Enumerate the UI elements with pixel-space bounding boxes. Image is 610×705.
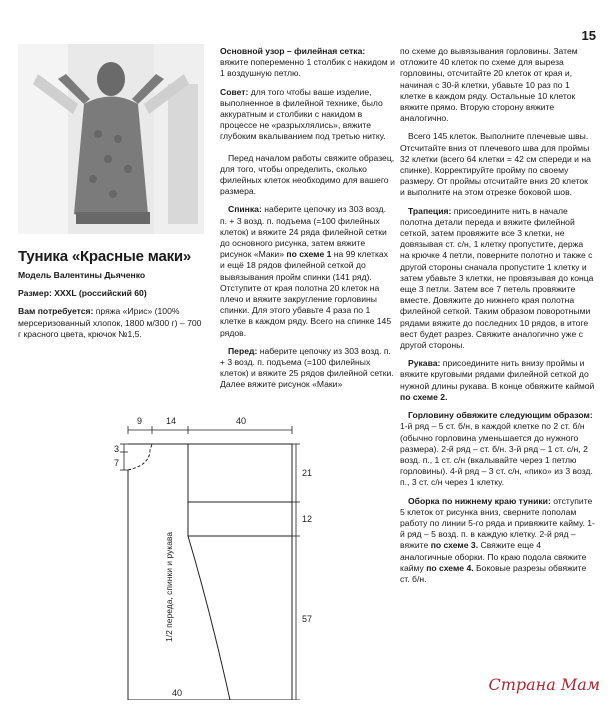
neckline-paragraph: по схеме до вывязывания горловины. Затем отложите 40 клеток по схеме для выреза горловины, отсчитайте 20 клеток от края и, начиная с 30-й клетки, убавьте 10 раз по 1 клетке в каждом ряду. Остальные 10 клеток вяжите прямо. Вторую сторону вяжите аналогично.: [400, 46, 578, 124]
model-photo: [18, 44, 204, 234]
top-dimension-line: [128, 426, 292, 434]
dim-bottom-40: 40: [172, 688, 183, 698]
pattern-diagram: [0, 410, 400, 700]
dim-left-3: 3: [114, 444, 120, 454]
neck-edging-paragraph: Горловину обвяжите следующим образом: 1-й ряд – 5 ст. б/н, в каждой клетке по 2 ст. б/н (обычно горловина уменьшается до нужного размера). 2-й ряд – ст. б/н. 3-й ряд – 1 ст. с/н, 2 возд. п., 1 ст. с/н (вкалывайте через 1 петлю горловины). 4-й ряд – 3 ст. с/н, «пико» из 3 возд. п., 3 ст. с/н через 1 клетку.: [400, 410, 593, 488]
column-right: [400, 46, 595, 592]
advice-paragraph: Совет: для того чтобы ваше изделие, выполненное в филейной технике, было аккуратным и столбики с накидом в процессе не «разрыхлялись», вяжите глубоким вкалыванием под третью нитку.: [220, 86, 386, 142]
site-watermark: Страна Мам: [488, 675, 600, 694]
dim-left-7: 7: [114, 458, 120, 468]
dim-right-57: 57: [302, 614, 313, 624]
gauge-paragraph: Перед началом работы свяжите образец, для того, чтобы определить, сколько филейных клеток необходимо для вашего размера.: [220, 152, 395, 197]
garment-outline: [128, 444, 292, 700]
diagram-vertical-label: 1/2 переда, спинки и рукава: [164, 531, 174, 642]
pattern-title: Туника «Красные маки»: [18, 248, 192, 265]
intro-column: [18, 270, 206, 347]
dim-top-40: 40: [236, 416, 247, 426]
page-number: 15: [581, 28, 596, 43]
dim-right-12: 12: [302, 514, 313, 524]
column-middle: [220, 46, 395, 398]
seams-paragraph: Всего 145 клеток. Выполните плечевые швы. Отсчитайте вниз от плечевого шва для проймы 32 клетки (всего 64 клетки = 42 см спереди и на спинке). Корректируйте пройму по своему размеру. От проймы отсчитайте вниз 20 клеток и выполните на этом отрезке боковой шов.: [400, 131, 591, 198]
trapezoid-paragraph: Трапеция: присоедините нить в начале полотна детали переда и вяжите филейной сеткой, затем провяжите все 3 клетки, не довязывая ст. с/н, 1 клетку пропустите, держа на крючке 4 петли, поверните полотно и также с другой стороны сначала пропустите 1 клетку и затем убавьте 3 клетки, не провязывая до конца еще 3 петли. Затем все 7 петель провяжите вместе. Довяжите до нижнего края полотна филейной сеткой. Таким образом поворотными рядами вяжите до последних 10 рядов, в итоге вест будет разрез. Свяжите аналогично уже с другой стороны.: [400, 205, 594, 351]
front-paragraph: Перед: наберите цепочку из 303 возд. п. + 3 возд. п. подъема (=100 филейных клеток) и вяжите 25 рядов филейной сетки. Далее вяжите рисунок «Маки»: [220, 345, 394, 390]
back-paragraph: Спинка: наберите цепочку из 303 возд. п. + 3 возд. п. подъема (=100 филейных клеток) и вяжите 24 ряда филейной сетки до основного рисунка, затем вяжите рисунок «Маки» по схеме 1 на 99 клетках и ещё 18 рядов филейной сеткой до вывязывания пройм спинки (141 ряд). Отступите от края полотна 20 клеток на плечо и вяжите закругление горловины спинки. Для этого убавьте 4 раза по 1 клетке в каждом ряду. Всего на спинке 145 рядов.: [220, 204, 392, 338]
size-line: Размер: XXXL (российский 60): [18, 288, 147, 299]
author-line: Модель Валентины Дьяченко: [18, 270, 146, 280]
main-pattern-paragraph: Основной узор – филейная сетка: вяжите попеременно 1 столбик с накидом и 1 воздушную петлю.: [220, 46, 395, 79]
dim-top-9: 9: [137, 416, 143, 426]
flounce-paragraph: Оборка по нижнему краю туники: отступите 5 клеток от рисунка вниз, сверните пополам работу по линии 5-го ряда и привяжите кайму. 1-й ряд – 5 возд. п. в каждую клетку. 2-й ряд – вяжите по схеме 3. Свяжите еще 4 аналогичные оборки. По краю подола свяжите кайму по схеме 4. Боковые разрезы обвяжите ст. б/н.: [400, 495, 595, 584]
dim-top-14: 14: [166, 416, 177, 426]
sleeves-paragraph: Рукава: присоедините нить внизу проймы и вяжите круговыми рядами филейной сеткой до нужной длины рукава. В конце обвяжите каймой по схеме 2.: [400, 358, 595, 402]
materials: Вам потребуется: пряжа «Ирис» (100% мерсеризованный хлопок, 1800 м/300 г) – 700 г красного цвета, крючок №1,5.: [18, 306, 202, 339]
right-dimension-line: [292, 444, 300, 700]
dim-right-21: 21: [302, 468, 313, 478]
